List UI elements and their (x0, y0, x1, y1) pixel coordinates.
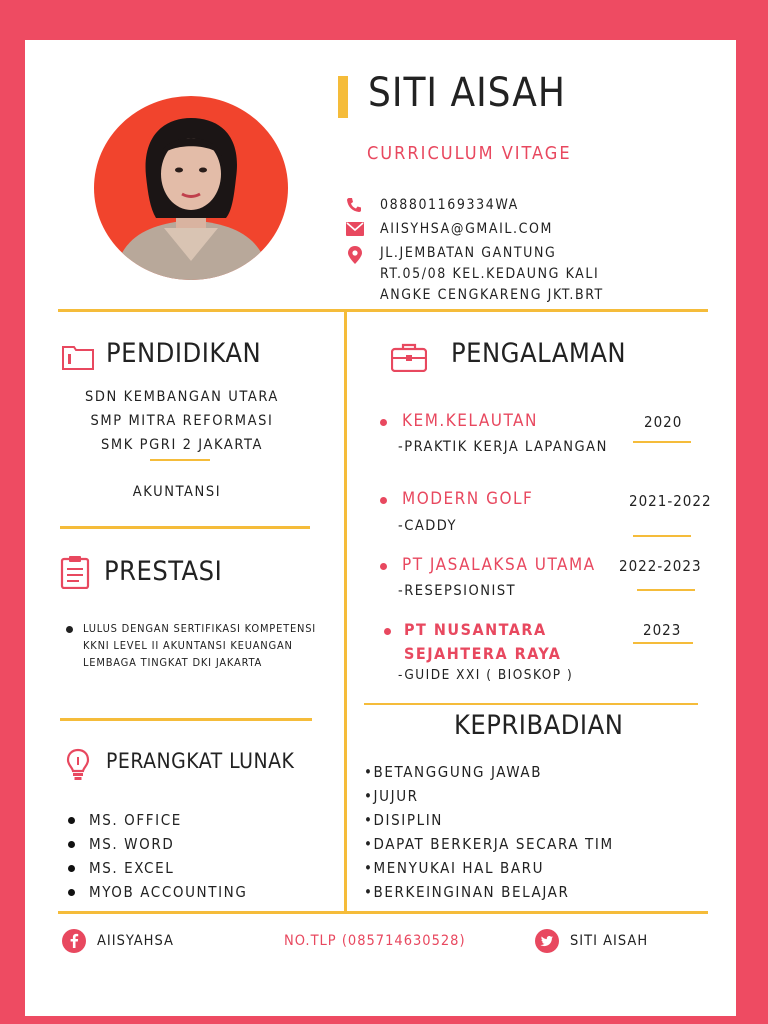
job-company-line-2: SEJAHTERA RAYA (404, 644, 562, 663)
contact-address-line-1: JL.JEMBATAN GANTUNG (380, 245, 557, 261)
personality-heading: KEPRIBADIAN (454, 710, 624, 741)
job-year-underline (637, 589, 695, 591)
personality-item: •BETANGGUNG JAWAB (364, 763, 543, 781)
education-divider (60, 526, 310, 529)
job-year-underline (633, 535, 691, 537)
education-underline (150, 459, 210, 461)
folder-icon (62, 344, 94, 370)
job-company: PT JASALAKSA UTAMA (402, 555, 596, 575)
software-item: MS. EXCEL (89, 859, 175, 877)
phone-icon (346, 197, 362, 213)
job-year-underline (633, 642, 693, 644)
achievement-item: LULUS DENGAN SERTIFIKASI KOMPETENSI KKNI LEVEL II AKUNTANSI KEUANGAN LEMBAGA TINGKAT DKI JAKARTA (83, 622, 317, 669)
personality-item: •DISIPLIN (364, 811, 443, 829)
job-role: -CADDY (398, 518, 458, 534)
header-divider (58, 309, 708, 312)
twitter-handle: SITI AISAH (570, 933, 649, 949)
footer-divider (58, 911, 708, 914)
education-item: SMP MITRA REFORMASI (90, 413, 274, 429)
education-heading: PENDIDIKAN (106, 338, 262, 369)
personality-item: •JUJUR (364, 787, 419, 805)
footer-phone: NO.TLP (085714630528) (284, 933, 466, 949)
software-bullet (68, 865, 75, 872)
job-years: 2020 (644, 413, 683, 431)
candidate-name: SITI AISAH (368, 70, 566, 116)
job-bullet (380, 497, 387, 504)
mail-icon (346, 222, 364, 236)
software-item: MS. WORD (89, 835, 175, 853)
education-list (60, 385, 304, 457)
job-year-underline (633, 441, 691, 443)
job-company: KEM.KELAUTAN (402, 411, 538, 431)
software-item: MYOB ACCOUNTING (89, 883, 248, 901)
achievements-divider (60, 718, 312, 721)
job-bullet (384, 628, 391, 635)
job-role: -GUIDE XXI ( BIOSKOP ) (398, 667, 574, 683)
personality-list (364, 760, 614, 904)
achievements-heading: PRESTASI (104, 556, 223, 587)
facebook-icon (62, 929, 86, 953)
personality-item: •BERKEINGINAN BELAJAR (364, 883, 570, 901)
contact-address-line-3: ANGKE CENGKARENG JKT.BRT (380, 287, 604, 303)
education-major: AKUNTANSI (132, 484, 222, 500)
job-company: MODERN GOLF (402, 489, 534, 509)
job-years: 2022-2023 (619, 557, 702, 575)
job-bullet (380, 419, 387, 426)
experience-heading: PENGALAMAN (451, 338, 627, 369)
facebook-handle: AIISYAHSA (97, 933, 174, 949)
education-item: SDN KEMBANGAN UTARA (85, 389, 279, 405)
experience-divider (364, 703, 698, 705)
personality-item: •MENYUKAI HAL BARU (364, 859, 545, 877)
software-heading: PERANGKAT LUNAK (106, 749, 295, 773)
software-bullet (68, 817, 75, 824)
personality-item: •DAPAT BERKERJA SECARA TIM (364, 835, 614, 853)
clipboard-icon (60, 555, 90, 589)
job-role: -PRAKTIK KERJA LAPANGAN (398, 439, 608, 455)
location-pin-icon (348, 246, 362, 264)
education-item: SMK PGRI 2 JAKARTA (101, 437, 263, 453)
document-subtitle: CURRICULUM VITAGE (367, 143, 572, 164)
contact-phone: 088801169334WA (380, 197, 519, 213)
twitter-icon (535, 929, 559, 953)
job-company-line-1: PT NUSANTARA (404, 620, 547, 639)
software-bullet (68, 889, 75, 896)
briefcase-icon (391, 342, 427, 372)
contact-email: AIISYHSA@GMAIL.COM (380, 221, 554, 237)
column-divider (344, 310, 347, 914)
contact-address-line-2: RT.05/08 KEL.KEDAUNG KALI (380, 266, 600, 282)
name-accent-bar (338, 76, 348, 118)
achievement-bullet (66, 626, 73, 633)
lightbulb-icon (66, 748, 90, 782)
job-role: -RESEPSIONIST (398, 583, 517, 599)
software-bullet (68, 841, 75, 848)
job-years: 2021-2022 (629, 492, 712, 510)
profile-photo (94, 96, 288, 280)
job-bullet (380, 563, 387, 570)
job-years: 2023 (643, 621, 682, 639)
software-item: MS. OFFICE (89, 811, 182, 829)
